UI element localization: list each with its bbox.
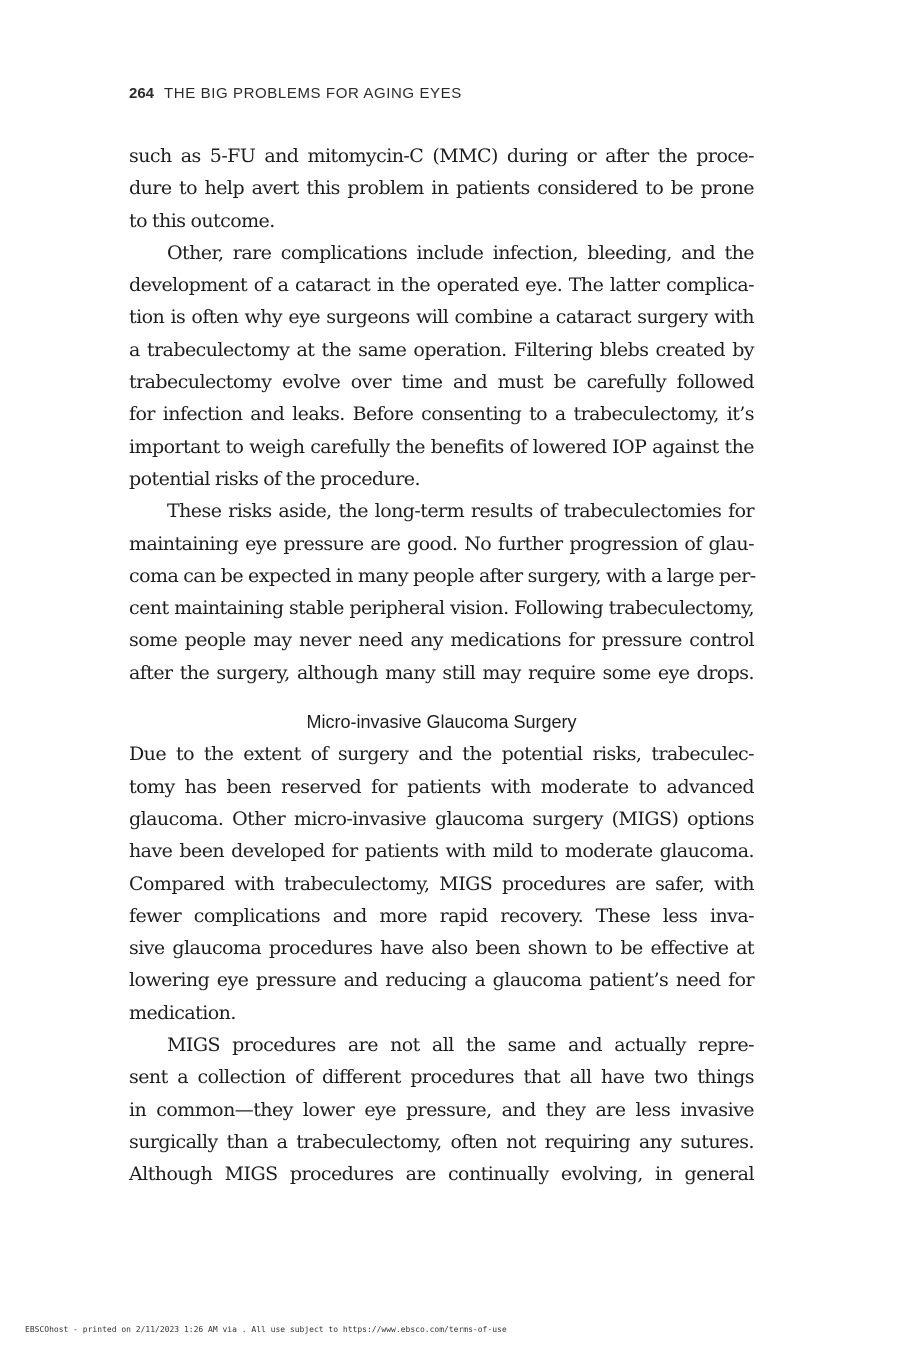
text-line: Although MIGS procedures are continually evolving, in general bbox=[129, 1163, 754, 1186]
ebsco-footer-notice: EBSCOhost - printed on 2/11/2023 1:26 AM via . All use subject to https://www.ebsco.com/terms-of-use bbox=[25, 1325, 507, 1334]
paragraph-3 bbox=[129, 495, 754, 689]
text-line: such as 5-FU and mitomycin-C (MMC) during or after the proce- bbox=[129, 145, 754, 167]
text-line: sive glaucoma procedures have also been shown to be effective at bbox=[129, 937, 754, 960]
text-line: in common—they lower eye pressure, and they are less invasive bbox=[129, 1098, 754, 1121]
section-heading: Micro-invasive Glaucoma Surgery bbox=[306, 712, 577, 733]
text-line: MIGS procedures are not all the same and actually repre- bbox=[167, 1034, 754, 1057]
text-line: potential risks of the procedure. bbox=[129, 467, 420, 490]
text-line: important to weigh carefully the benefits of lowered IOP against the bbox=[129, 435, 754, 458]
body-text bbox=[129, 140, 754, 1191]
text-line: dure to help avert this problem in patients considered to be prone bbox=[129, 177, 754, 200]
text-line: some people may never need any medications for pressure control bbox=[129, 629, 754, 652]
text-line: to this outcome. bbox=[129, 209, 275, 232]
text-line: Due to the extent of surgery and the potential risks, trabeculec- bbox=[129, 743, 754, 766]
text-line: tomy has been reserved for patients with moderate to advanced bbox=[129, 775, 754, 798]
text-line: Other, rare complications include infection, bleeding, and the bbox=[167, 241, 754, 264]
paragraph-1 bbox=[129, 140, 754, 237]
running-header bbox=[129, 85, 462, 102]
text-line: a trabeculectomy at the same operation. Filtering blebs created by bbox=[129, 338, 754, 361]
text-line: surgically than a trabeculectomy, often not requiring any sutures. bbox=[129, 1130, 754, 1153]
text-line: tion is often why eye surgeons will combine a cataract surgery with bbox=[129, 306, 754, 329]
section-spacer bbox=[129, 689, 754, 706]
text-line: have been developed for patients with mild to moderate glaucoma. bbox=[129, 840, 754, 863]
text-line: Compared with trabeculectomy, MIGS procedures are safer, with bbox=[129, 872, 754, 895]
text-line: medication. bbox=[129, 1001, 236, 1024]
text-line: coma can be expected in many people after surgery, with a large per- bbox=[129, 564, 756, 587]
paragraph-5 bbox=[129, 1029, 754, 1190]
page-number: 264 bbox=[129, 85, 155, 102]
text-line: for infection and leaks. Before consenting to a trabeculectomy, it’s bbox=[129, 403, 754, 426]
text-line: cent maintaining stable peripheral vision. Following trabeculectomy, bbox=[129, 597, 754, 620]
running-title: THE BIG PROBLEMS FOR AGING EYES bbox=[164, 85, 462, 102]
text-line: development of a cataract in the operated eye. The latter complica- bbox=[129, 274, 754, 297]
text-line: maintaining eye pressure are good. No further progression of glau- bbox=[129, 532, 754, 555]
paragraph-2 bbox=[129, 237, 754, 495]
text-line: after the surgery, although many still may require some eye drops. bbox=[129, 661, 754, 684]
text-line: fewer complications and more rapid recovery. These less inva- bbox=[129, 904, 754, 927]
text-line: These risks aside, the long-term results of trabeculectomies for bbox=[167, 500, 754, 523]
text-line: trabeculectomy evolve over time and must be carefully followed bbox=[129, 371, 754, 394]
text-line: glaucoma. Other micro-invasive glaucoma surgery (MIGS) options bbox=[129, 807, 754, 830]
text-line: sent a collection of different procedures that all have two things bbox=[129, 1066, 754, 1089]
text-line: lowering eye pressure and reducing a glaucoma patient’s need for bbox=[129, 969, 754, 992]
paragraph-4 bbox=[129, 738, 754, 1029]
